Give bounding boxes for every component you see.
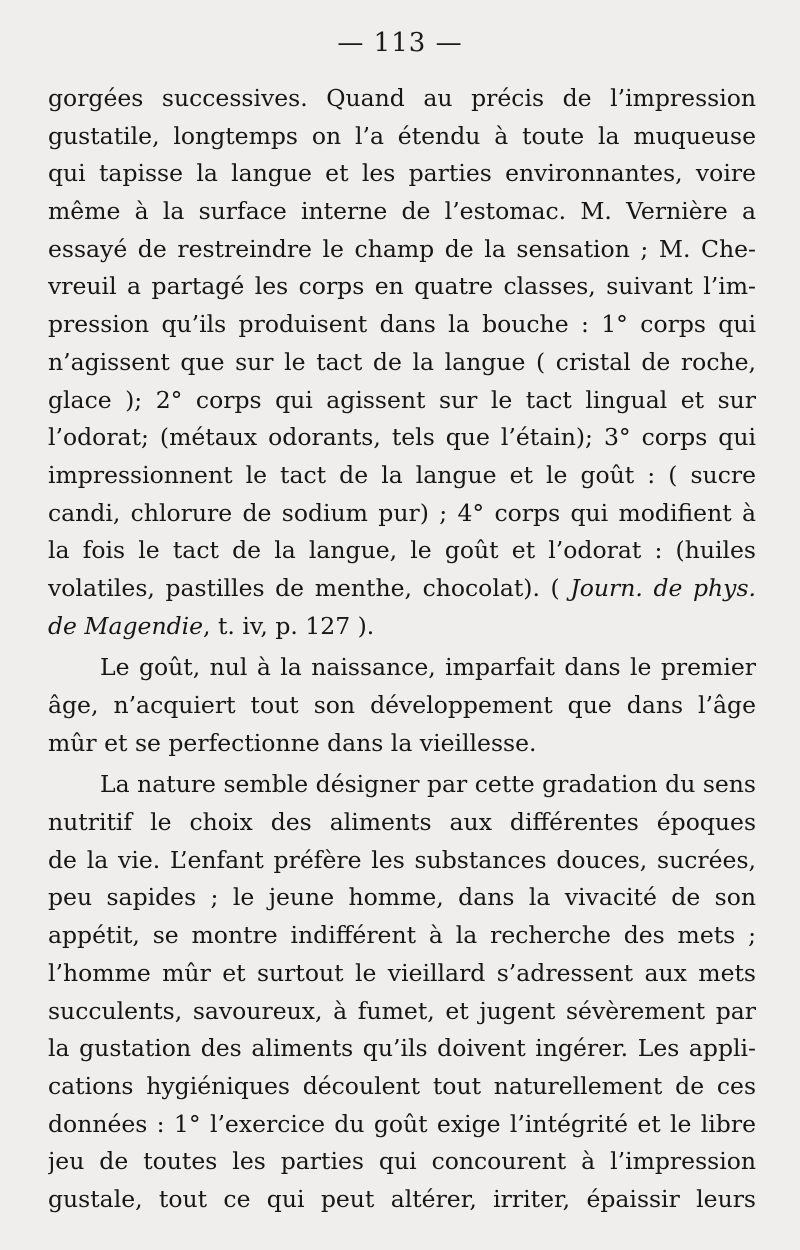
text-line: nutritif le choix des aliments aux différentes époques	[48, 808, 756, 837]
text-line: la gustation des aliments qu’ils doivent ingérer. Les appli-	[48, 1034, 756, 1063]
body-text	[48, 80, 756, 1219]
text-line: succulents, savoureux, à fumet, et jugent sévèrement par	[48, 996, 756, 1025]
text-line: l’homme mûr et surtout le vieillard s’adressent aux mets	[48, 958, 756, 987]
paragraph-2	[48, 649, 756, 762]
citation-lead: volatiles, pastilles de menthe, chocolat). (	[48, 573, 571, 602]
text-line: La nature semble désigner par cette gradation du sens	[100, 770, 756, 799]
text-line: Le goût, nul à la naissance, imparfait dans le premier	[100, 653, 756, 682]
text-line: candi, chlorure de sodium pur) ; 4° corps qui modifient à	[48, 498, 756, 527]
page-number: — 113 —	[337, 28, 463, 58]
text-line: âge, n’acquiert tout son développement que dans l’âge	[48, 691, 756, 719]
text-line: jeu de toutes les parties qui concourent à l’impression	[48, 1147, 756, 1176]
text-line: n’agissent que sur le tact de la langue ( cristal de roche,	[48, 347, 756, 376]
text-line: pression qu’ils produisent dans la bouche : 1° corps qui	[48, 310, 756, 339]
text-line: mûr et se perfectionne dans la vieillesse.	[48, 728, 537, 757]
citation-ref: , t. iv, p. 127 ).	[203, 611, 375, 640]
text-line: glace ); 2° corps qui agissent sur le tact lingual et sur	[48, 385, 756, 414]
text-line: la fois le tact de la langue, le goût et l’odorat : (huiles	[48, 536, 756, 565]
text-line: essayé de restreindre le champ de la sensation ; M. Che-	[48, 234, 756, 263]
text-line: gustale, tout ce qui peut altérer, irriter, épaissir leurs	[48, 1184, 756, 1213]
text-line: impressionnent le tact de la langue et le goût : ( sucre	[48, 460, 756, 489]
text-line: de la vie. L’enfant préfère les substances douces, sucrées,	[48, 845, 756, 874]
text-line: gorgées successives. Quand au précis de l’impression	[48, 84, 756, 112]
citation-author: de Magendie	[48, 611, 204, 640]
text-line: données : 1° l’exercice du goût exige l’intégrité et le libre	[48, 1109, 756, 1138]
text-line-citation-end	[48, 608, 756, 646]
text-line: même à la surface interne de l’estomac. M. Vernière a	[48, 197, 756, 226]
text-line: vreuil a partagé les corps en quatre classes, suivant l’im-	[48, 272, 756, 301]
text-line: appétit, se montre indifférent à la recherche des mets ;	[48, 921, 756, 950]
citation-journal: Journ. de phys.	[570, 573, 756, 602]
paragraph-1	[48, 80, 756, 645]
text-line: l’odorat; (métaux odorants, tels que l’étain); 3° corps qui	[48, 423, 756, 452]
text-line: gustatile, longtemps on l’a étendu à toute la muqueuse	[48, 121, 756, 150]
paragraph-3	[48, 766, 756, 1218]
text-line-citation	[48, 570, 756, 608]
text-line: cations hygiéniques découlent tout naturellement de ces	[48, 1071, 756, 1100]
text-line: qui tapisse la langue et les parties environnantes, voire	[48, 159, 756, 188]
text-line: peu sapides ; le jeune homme, dans la vivacité de son	[48, 883, 756, 912]
